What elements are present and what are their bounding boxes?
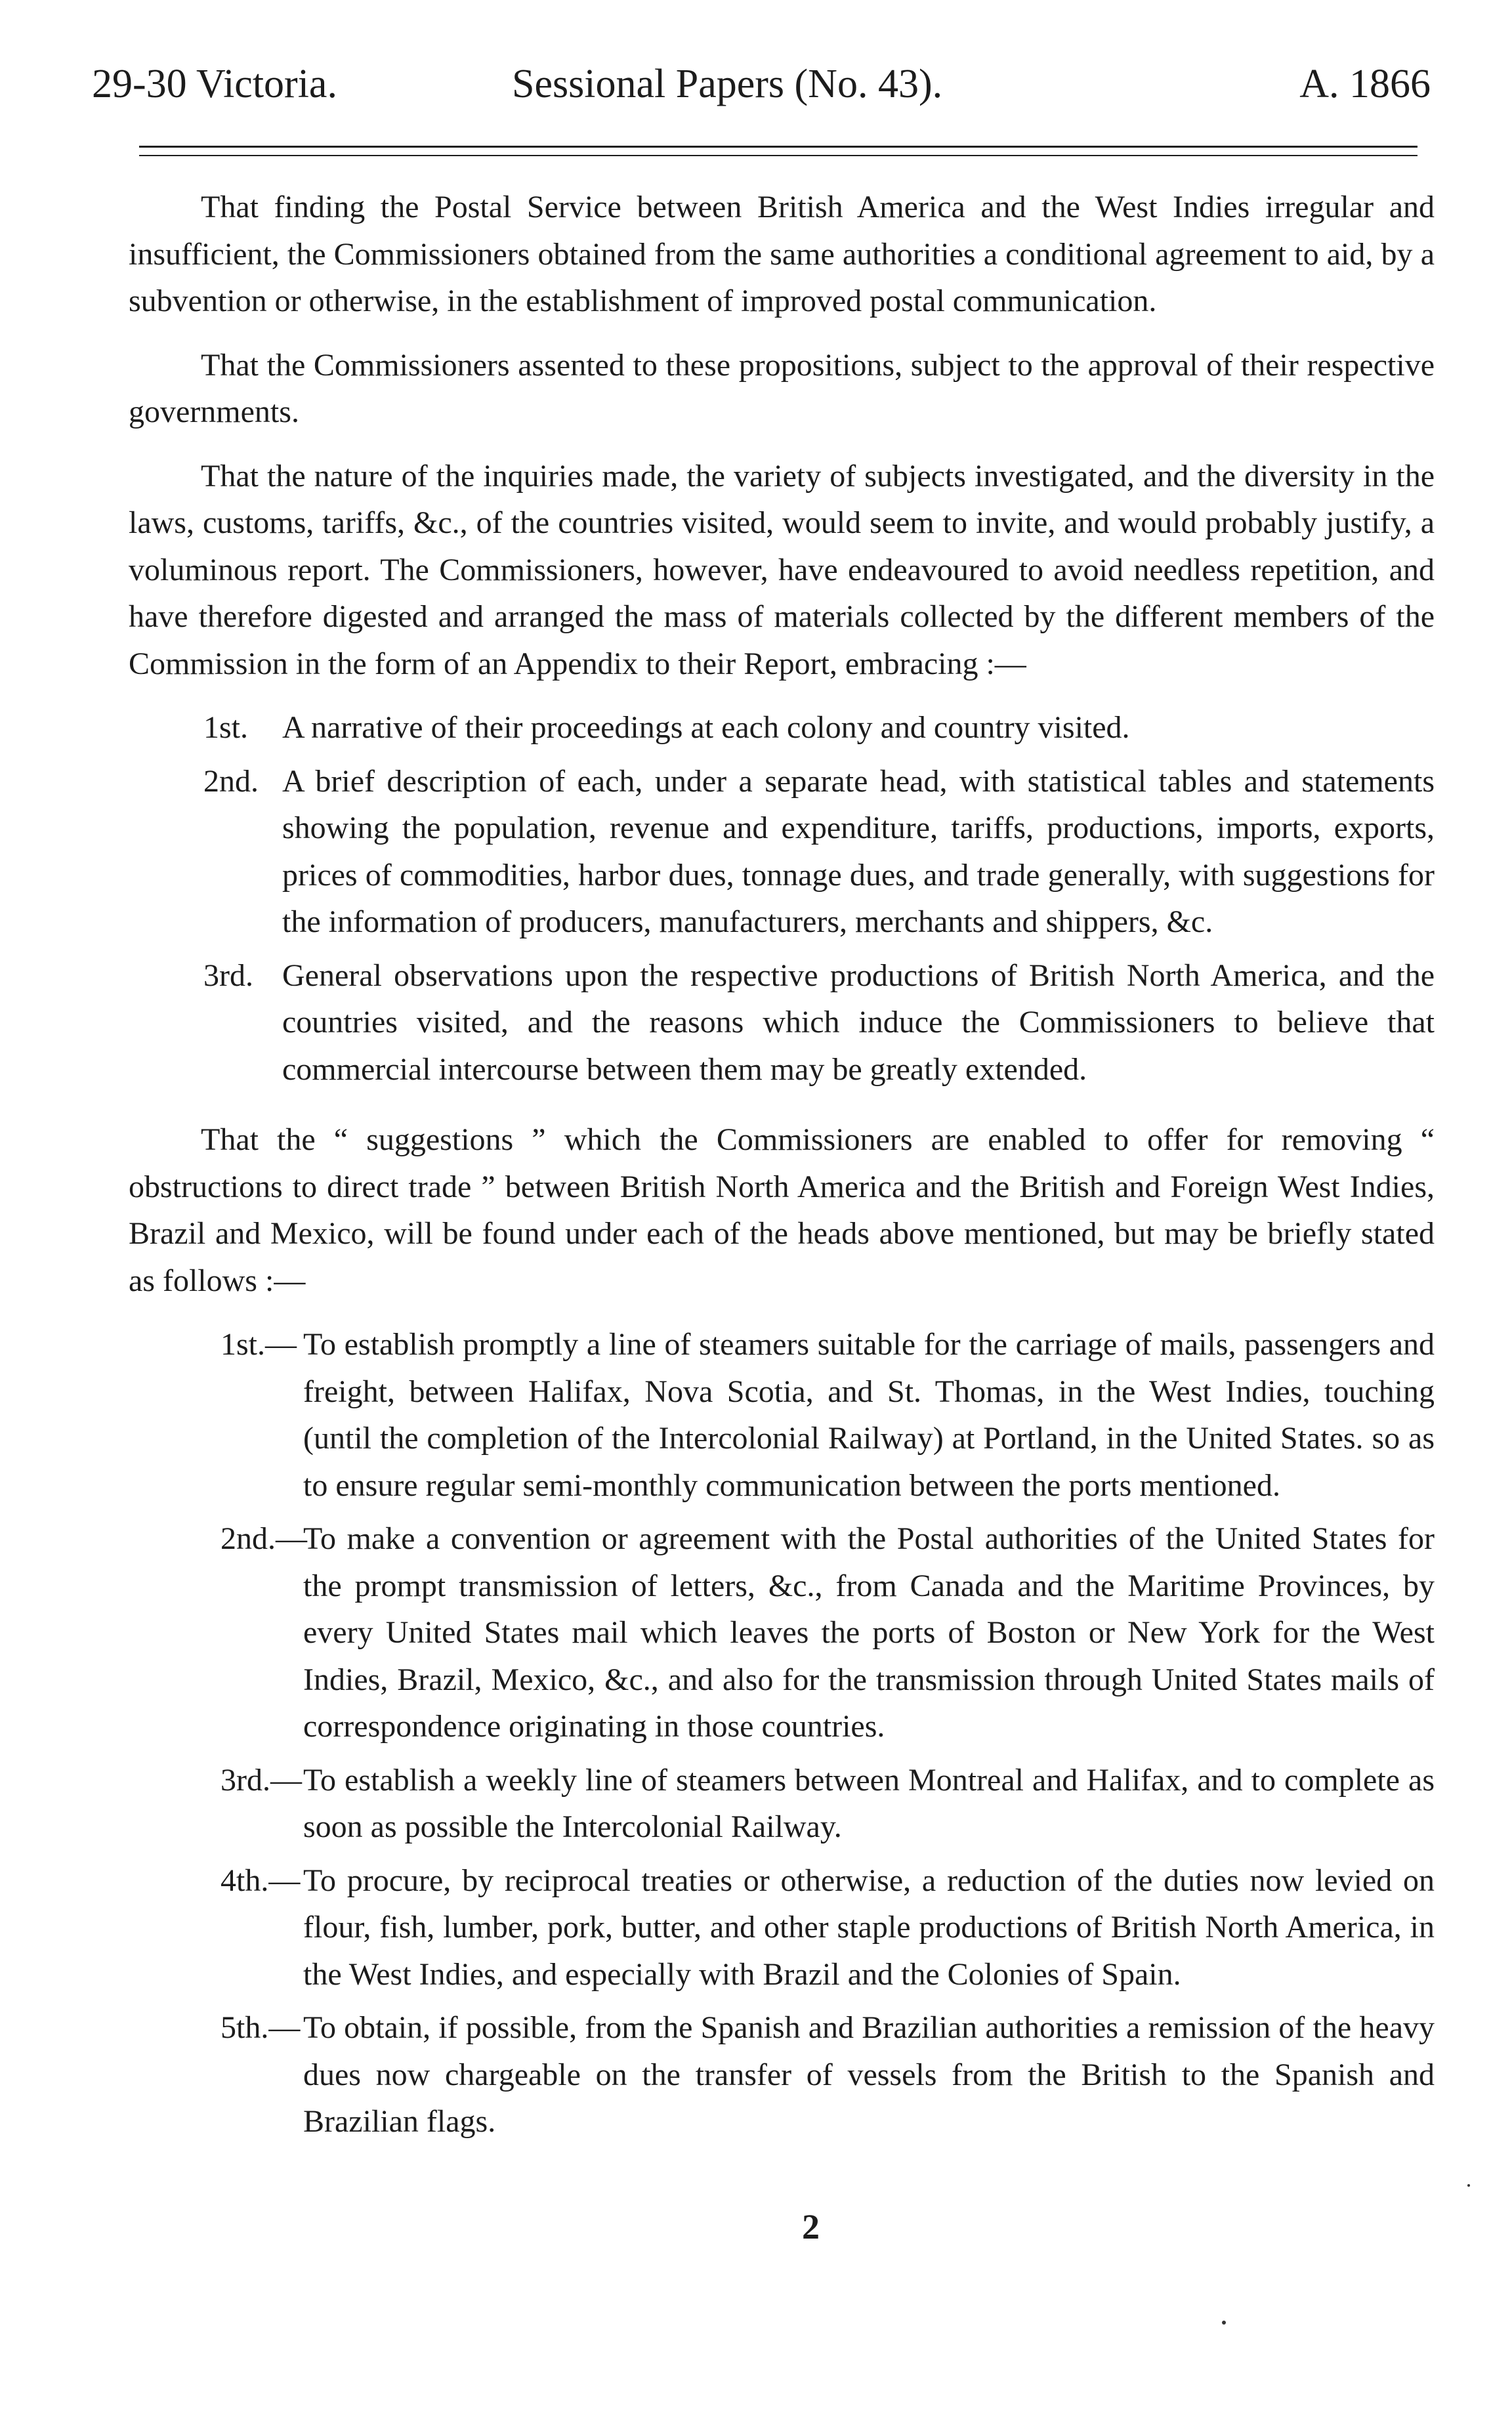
header-rule-top	[139, 146, 1418, 148]
paragraph-postal-service: That finding the Postal Service between British America and the West Indies irregular and insufficient, the Commissioners obtained from the same authorities a conditional agreement to aid, by a subvention or otherwise, in the establishment of improved postal communication.	[129, 190, 1435, 318]
list-item-number: 4th.—	[220, 1863, 301, 1898]
ink-speck	[1467, 2184, 1470, 2187]
paragraph-report-nature: That the nature of the inquiries made, the variety of subjects investigated, and the diversity in the laws, customs, tariffs, &c., of the countries visited, would seem to invite, and would probably justify, a voluminous report. The Commissioners, however, have endeavoured to avoid needless repetition, and have therefore digested and arranged the mass of materials collected by the different members of the Commission in the form of an Appendix to their Report, embracing :—	[129, 458, 1435, 681]
ink-speck	[1222, 2321, 1226, 2325]
list-item	[129, 952, 1435, 1093]
paragraph-suggestions-intro: That the “ suggestions ” which the Commissioners are enabled to offer for removing “ obstructions to direct trade ” between British North America and the British and Foreign West Indies, Brazil and Mexico, will be found under each of the heads above mentioned, but may be briefly stated as follows :—	[129, 1122, 1435, 1298]
paragraph-assent: That the Commissioners assented to these propositions, subject to the approval of their respective governments.	[129, 347, 1435, 429]
list-item	[129, 2004, 1435, 2145]
list-item-text: A narrative of their proceedings at each colony and country visited.	[282, 710, 1130, 745]
list-item-text: To establish a weekly line of steamers between Montreal and Halifax, and to complete as soon as possible the Intercolonial Railway.	[303, 1762, 1435, 1844]
list-item-text: To obtain, if possible, from the Spanish and Brazilian authorities a remission of the heavy dues now chargeable on the transfer of vessels from the British to the Spanish and Brazilian flags.	[303, 2010, 1435, 2139]
list-item-text: To establish promptly a line of steamers suitable for the carriage of mails, passengers and freight, between Halifax, Nova Scotia, and St. Thomas, in the West Indies, touching (until the completion of the Intercolonial Railway) at Portland, in the United States. so as to ensure regular semi-monthly communication between the ports mentioned.	[303, 1327, 1435, 1503]
list-item-number: 2nd.—	[220, 1521, 307, 1556]
page-body	[129, 184, 1435, 2152]
suggestions-list	[129, 1321, 1435, 2145]
list-item	[129, 1857, 1435, 1998]
header-year: A. 1866	[1299, 62, 1431, 106]
list-item-text: To procure, by reciprocal treaties or otherwise, a reduction of the duties now levied on flour, fish, lumber, pork, butter, and other staple productions of British North America, in the West Indies, and especially with Brazil and the Colonies of Spain.	[303, 1863, 1435, 1992]
list-item	[129, 704, 1435, 751]
page-number: 2	[802, 2207, 820, 2246]
list-item	[129, 1757, 1435, 1851]
list-item-text: General observations upon the respective productions of British North America, and the countries visited, and the reasons which induce the Commissioners to believe that commercial intercourse between them may be greatly extended.	[282, 958, 1435, 1087]
page-header	[92, 58, 1431, 110]
header-rule-bottom	[139, 155, 1418, 156]
list-item-number: 3rd.—	[220, 1762, 302, 1798]
list-item-number: 3rd.	[203, 958, 253, 993]
list-item	[129, 1321, 1435, 1509]
list-item-number: 1st.	[203, 710, 249, 745]
list-item-text: A brief description of each, under a separate head, with statistical tables and statements showing the population, revenue and expenditure, tariffs, productions, imports, exports, prices of commodities, harbor dues, tonnage dues, and trade generally, with suggestions for the information of producers, manufacturers, merchants and shippers, &c.	[282, 763, 1435, 939]
list-item	[129, 758, 1435, 946]
list-item	[129, 1515, 1435, 1750]
header-title: Sessional Papers (No. 43).	[512, 62, 943, 106]
list-item-number: 1st.—	[220, 1327, 297, 1362]
header-session: 29-30 Victoria.	[92, 62, 337, 106]
list-item-text: To make a convention or agreement with the Postal authorities of the United States for the prompt transmission of letters, &c., from Canada and the Maritime Provinces, by every United States mail which leaves the ports of Boston or New York for the West Indies, Brazil, Mexico, &c., and also for the transmission through United States mails of correspondence originating in those countries.	[303, 1521, 1435, 1744]
report-contents-list	[129, 704, 1435, 1093]
list-item-number: 5th.—	[220, 2010, 301, 2045]
list-item-number: 2nd.	[203, 763, 259, 799]
